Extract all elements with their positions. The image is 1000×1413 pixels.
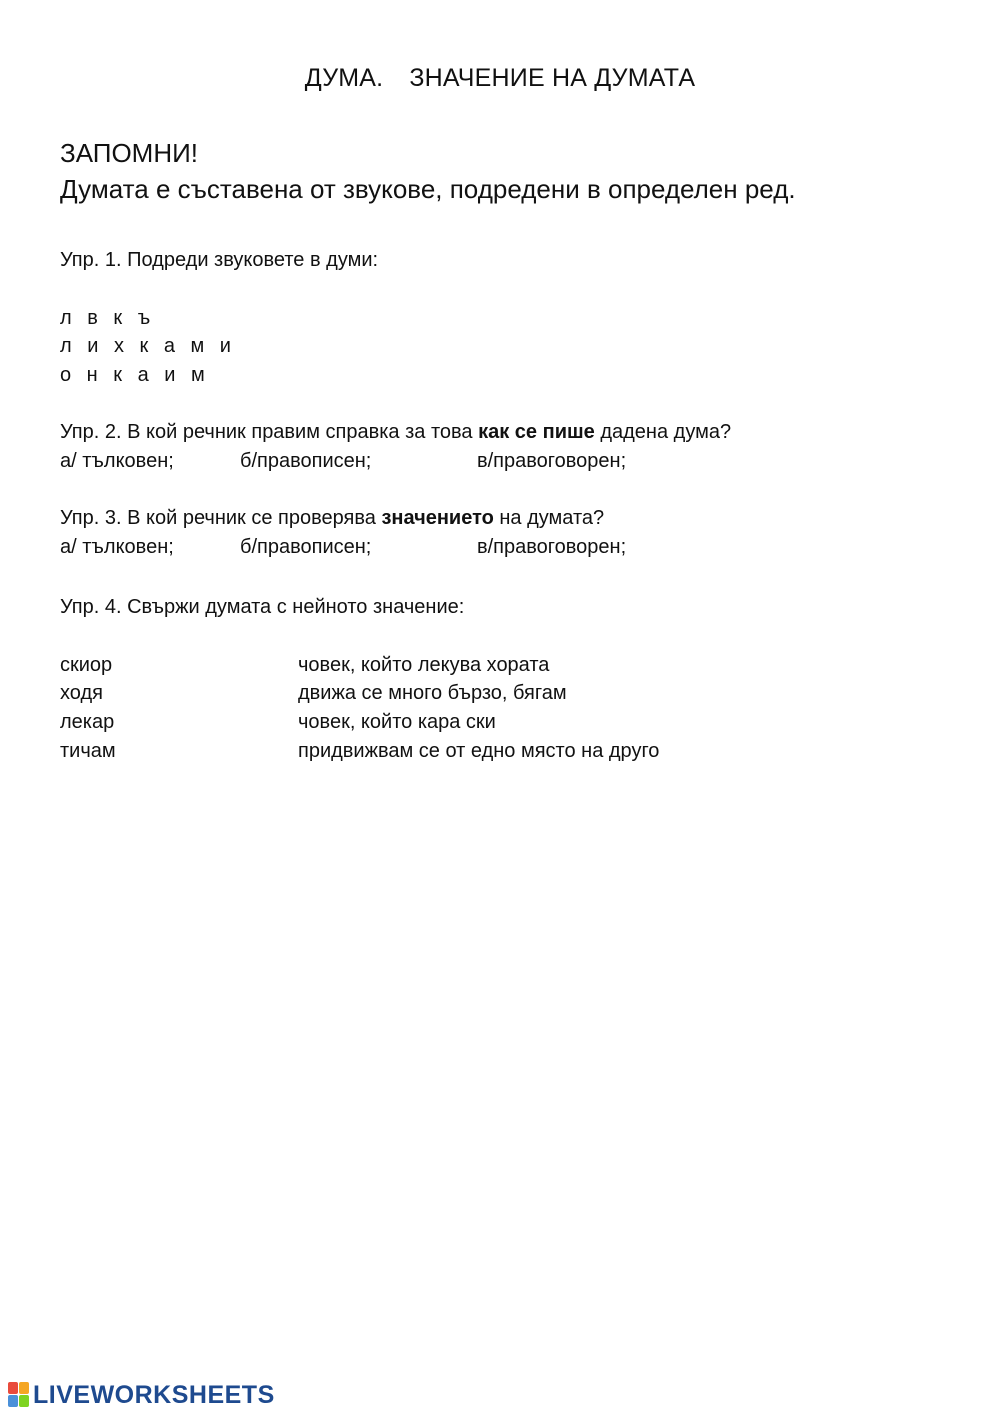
match-meaning[interactable]: движа се много бързо, бягам <box>298 682 567 704</box>
match-meaning[interactable]: човек, който лекува хората <box>298 654 550 676</box>
remember-heading: ЗАПОМНИ! <box>60 138 199 168</box>
exercise-3-option-b[interactable]: б/правописен; <box>240 536 372 558</box>
exercise-3-option-c[interactable]: в/правоговорен; <box>477 536 627 558</box>
page-title: ДУМА. ЗНАЧЕНИЕ НА ДУМАТА <box>304 64 696 92</box>
exercise-3-prompt: Упр. 3. В кой речник се проверява значението на думата? <box>60 507 605 529</box>
match-meaning[interactable]: придвижвам се от едно място на друго <box>298 740 660 762</box>
exercise-2-prompt: Упр. 2. В кой речник правим справка за това как се пише дадена дума? <box>60 421 732 443</box>
match-word[interactable]: скиор <box>60 654 113 676</box>
scrambled-word: л и х к а м и <box>60 335 236 357</box>
scrambled-word: о н к а и м <box>60 364 210 386</box>
match-word[interactable]: тичам <box>60 740 116 762</box>
logo-blocks-icon <box>8 1382 30 1408</box>
exercise-4-prompt: Упр. 4. Свържи думата с нейното значение: <box>60 596 465 618</box>
match-meaning[interactable]: човек, който кара ски <box>298 711 496 733</box>
exercise-3-option-a[interactable]: а/ тълковен; <box>60 536 174 558</box>
logo-text: LIVEWORKSHEETS <box>33 1380 275 1409</box>
exercise-2-option-a[interactable]: а/ тълковен; <box>60 450 174 472</box>
remember-rule: Думата е съставена от звукове, подредени в определен ред. <box>60 174 796 204</box>
liveworksheets-logo[interactable] <box>8 1380 275 1410</box>
match-word[interactable]: ходя <box>60 682 103 704</box>
exercise-1-prompt: Упр. 1. Подреди звуковете в думи: <box>60 249 379 271</box>
match-word[interactable]: лекар <box>60 711 115 733</box>
exercise-2-option-c[interactable]: в/правоговорен; <box>477 450 627 472</box>
scrambled-word: л в к ъ <box>60 307 156 329</box>
exercise-2-option-b[interactable]: б/правописен; <box>240 450 372 472</box>
